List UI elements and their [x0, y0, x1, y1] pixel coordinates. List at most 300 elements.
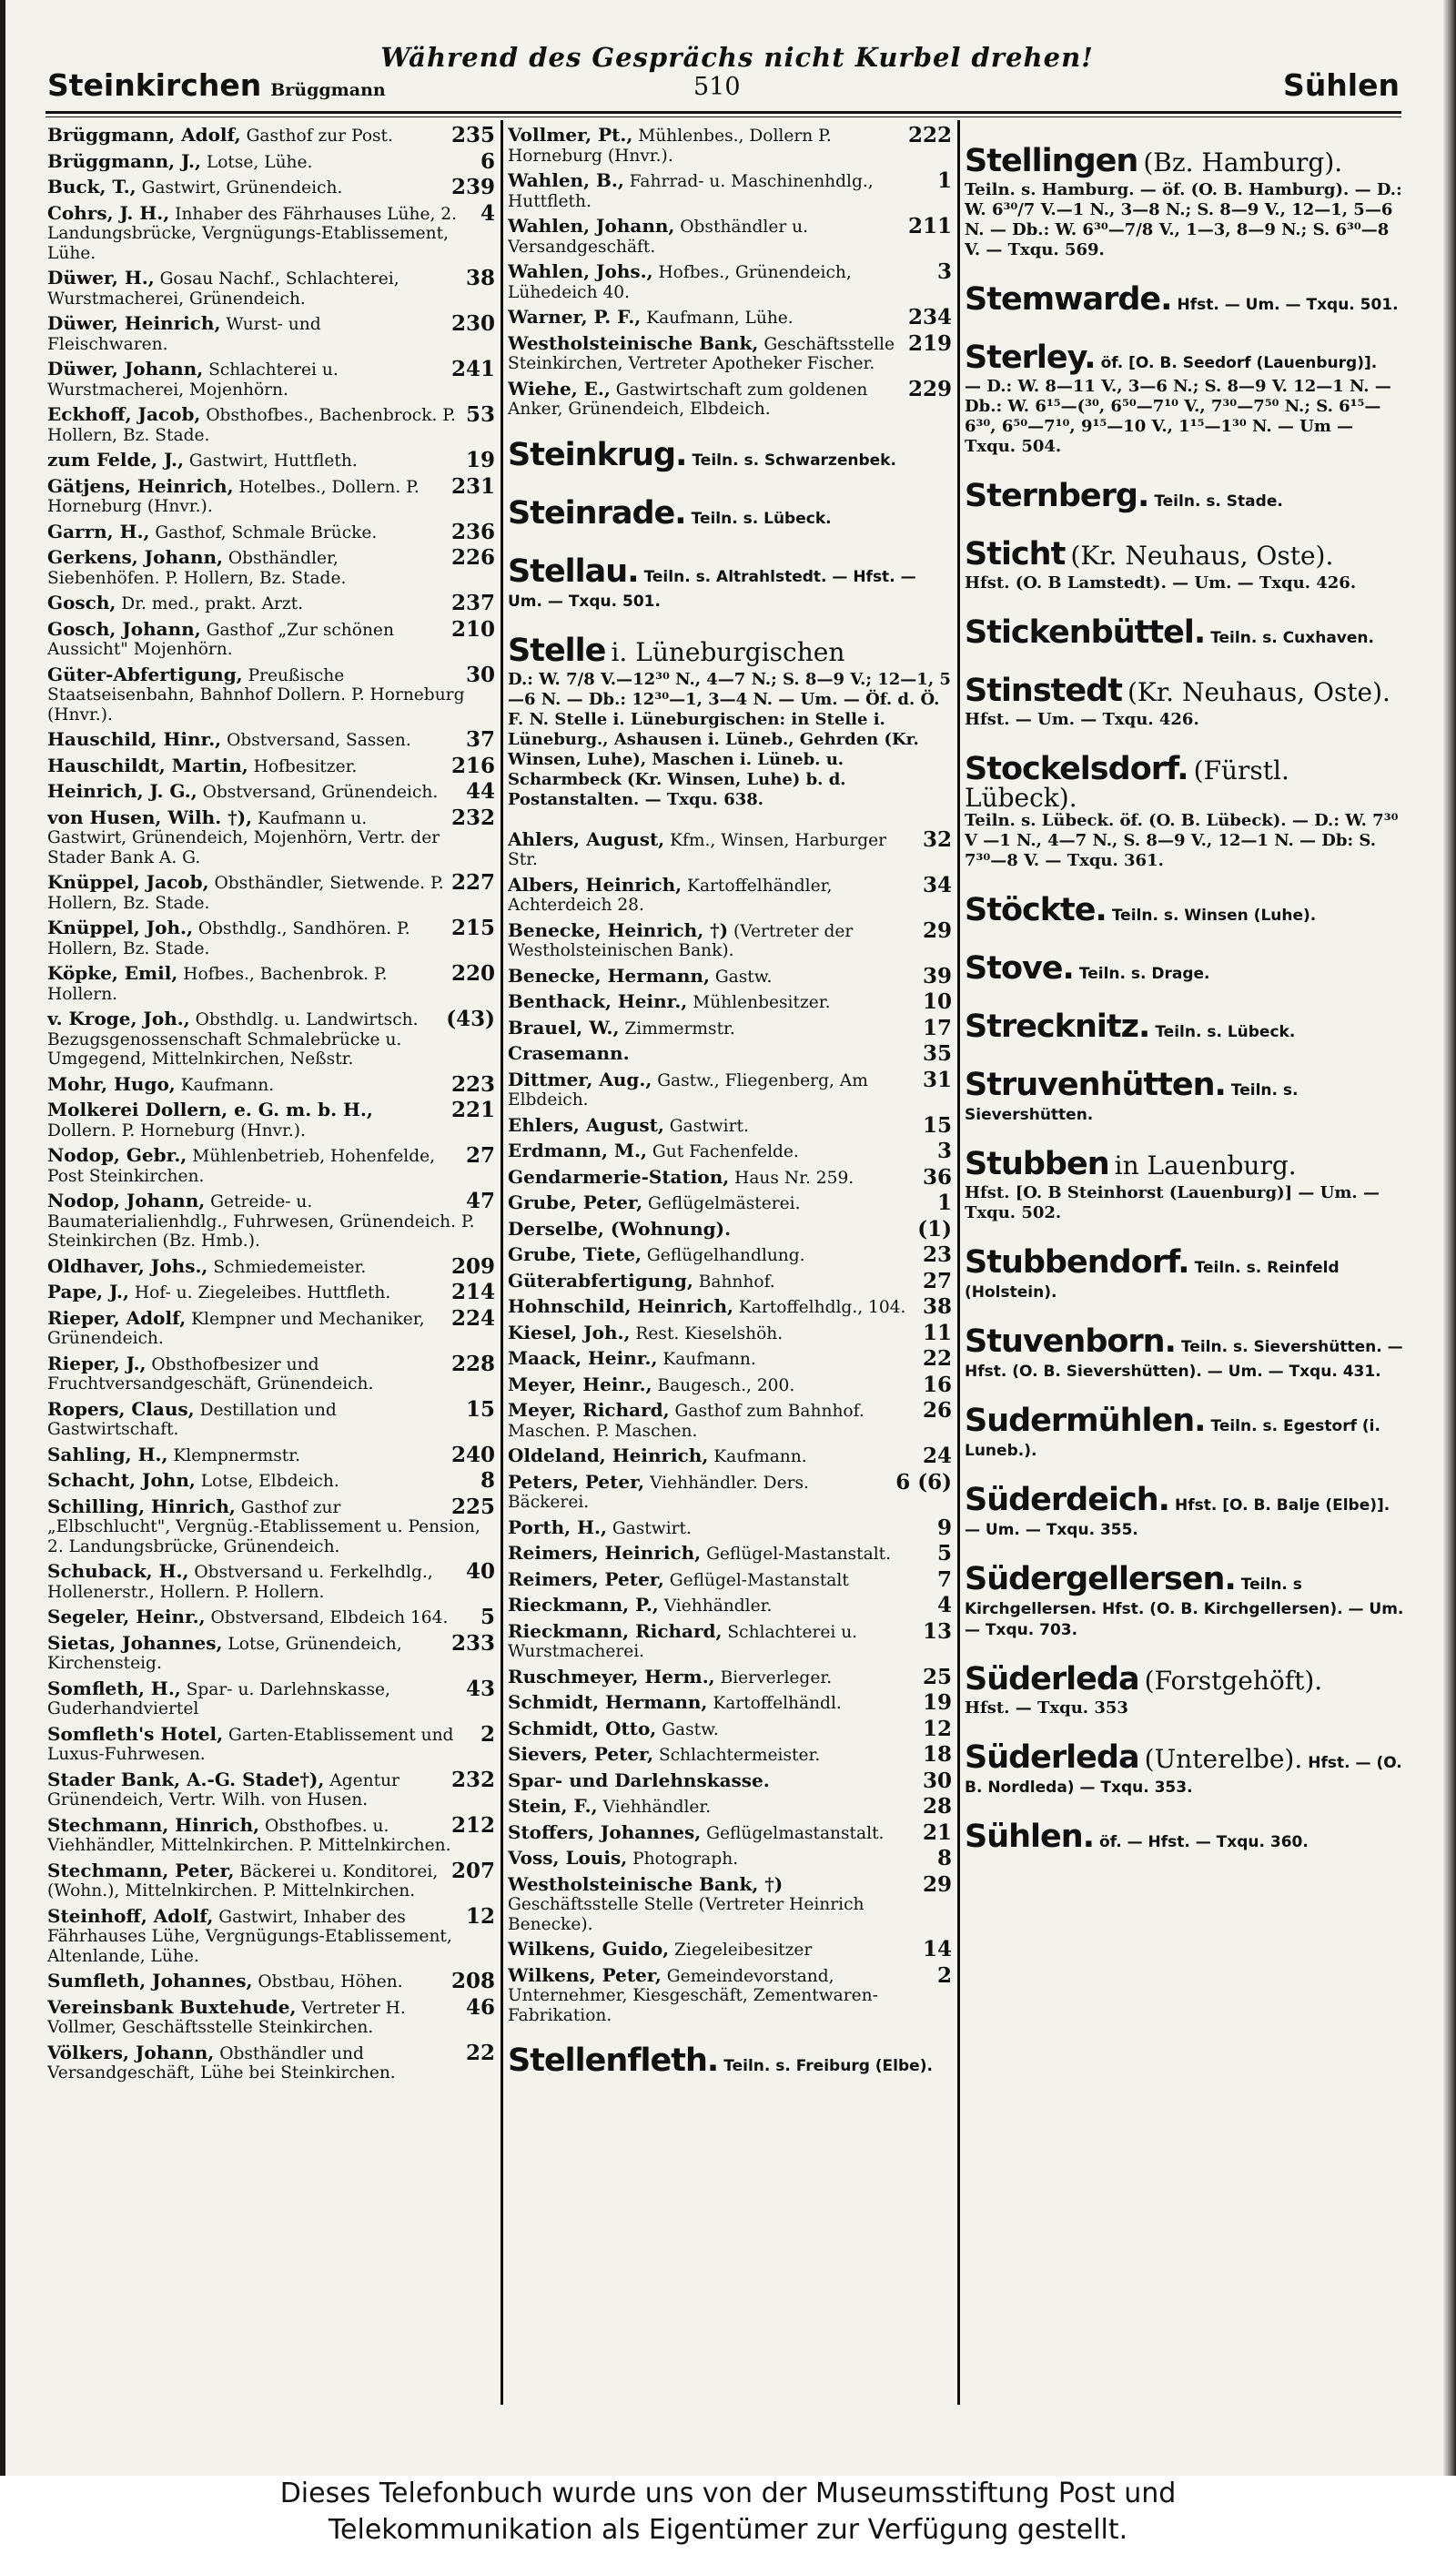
- listing-number: 210: [450, 619, 495, 642]
- page-header: [46, 33, 1401, 106]
- listing-entry: [47, 1146, 495, 1186]
- place-name: Strecknitz.: [965, 1008, 1150, 1045]
- listing-description: Obsthdlg., Sandhören. P. Hollern, Bz. Stade.: [47, 919, 410, 958]
- listing-number: 3: [936, 1141, 952, 1162]
- place-qualifier: in Lauenburg.: [1114, 1150, 1297, 1181]
- listing-description: Gastw.: [714, 967, 773, 987]
- listing-name: Vollmer, Pt.,: [508, 126, 633, 146]
- place-name: Stellingen: [965, 143, 1138, 179]
- listing-entry: [508, 1797, 952, 1818]
- listing-number: 10: [922, 992, 952, 1013]
- listing-entry: [47, 1634, 495, 1674]
- listing-description: Geflügelmästerei.: [647, 1194, 801, 1213]
- place-reference: öf. [O. B. Seedorf (Lauenburg)].: [1100, 354, 1378, 372]
- listing-number: 47: [465, 1191, 495, 1213]
- listing-entry: [508, 1771, 952, 1792]
- listing-entry: [508, 1323, 952, 1344]
- place-heading: [508, 436, 952, 474]
- listing-name: Düwer, Johann,: [47, 360, 204, 380]
- listing-description: Fahrrad- u. Maschinenhdlg., Huttfleth.: [508, 172, 874, 211]
- place-reference: Hfst. — Um. — Txqu. 501.: [1177, 296, 1399, 314]
- listing-number: 12: [922, 1718, 952, 1739]
- listing-number: 36: [922, 1167, 952, 1188]
- listing-description: Bäckerei u. Konditorei, (Wohn.), Mittelnkirchen. P. Mittelnkirchen.: [47, 1861, 439, 1900]
- listing-entry: [508, 1966, 952, 2026]
- listing-number: 240: [450, 1444, 495, 1465]
- listing-description: Geflügelmastanstalt.: [706, 1823, 885, 1843]
- place-name: Steinrade.: [508, 494, 686, 532]
- listing-description: Photograph.: [632, 1850, 739, 1869]
- listing-entry: [508, 217, 952, 257]
- listing-entry: [508, 1875, 952, 1935]
- listing-entry: [47, 1607, 495, 1628]
- listing-entry: [508, 1272, 952, 1292]
- listing-name: Schuback, H.,: [47, 1562, 189, 1582]
- listing-entry: [47, 1009, 495, 1069]
- listing-entry: [508, 1349, 952, 1370]
- listing-description: Gemeindevorstand, Unternehmer, Kiesgeschäft, Zementwaren-Fabrikation.: [508, 1966, 878, 2025]
- listing-description: Dollern. P. Horneburg (Hnvr.).: [47, 1120, 306, 1140]
- listing-entry: [47, 1100, 495, 1140]
- listing-number: 2: [480, 1724, 495, 1747]
- listing-name: Reimers, Peter,: [508, 1569, 664, 1590]
- listing-entry: [47, 1497, 495, 1557]
- listing-name: Schmidt, Hermann,: [508, 1693, 708, 1713]
- listing-number: 224: [450, 1308, 495, 1331]
- place-name: Stinstedt: [965, 673, 1122, 709]
- place-name: Sternberg.: [965, 478, 1149, 514]
- place-reference: Teiln. s. Lübeck.: [1155, 1023, 1296, 1041]
- place-name: Stickenbüttel.: [965, 614, 1206, 651]
- listing-description: Gastwirt.: [612, 1518, 692, 1538]
- place-details: D.: W. 7/8 V.—12³⁰ N., 4—7 N.; S. 8—9 V.; 12—1, 5—6 N. — Db.: 12³⁰—1, 3—4 N. — Um. — Öf. d. Ö. F. N. Stelle i. Lüneburgischen: in Stelle i. Lüneburg., Ashausen i. Lüneb., Gehrden (Kr. Winsen, Luhe), Maschen i. Lüneb. u. Scharmbeck (Kr. Winsen, Luhe) b. d. Postanstalten. — Txqu. 638.: [508, 669, 951, 809]
- listing-name: Stader Bank, A.-G. Stade†),: [47, 1769, 325, 1790]
- place-reference: Teiln. s. Egestorf (i. Luneb.).: [965, 1417, 1380, 1460]
- place-name: Sticht: [965, 536, 1066, 573]
- listing-entry: [508, 1745, 952, 1766]
- listing-name: v. Kroge, Joh.,: [47, 1009, 190, 1029]
- listing-name: Wahlen, B.,: [508, 171, 624, 191]
- listing-number: 8: [936, 1849, 952, 1870]
- listing-name: Meyer, Richard,: [508, 1401, 670, 1421]
- listing-description: Obsthändler u. Versandgeschäft.: [508, 218, 809, 257]
- listing-name: Molkerei Dollern, e. G. m. b. H.,: [47, 1100, 373, 1120]
- place-heading: [965, 1660, 1405, 1718]
- listing-entry: [47, 177, 495, 198]
- listing-entry: [47, 730, 495, 751]
- listing-entry: [508, 1518, 952, 1539]
- place-reference: Teiln. s. Sievershütten.: [965, 1081, 1299, 1124]
- listing-entry: [508, 1849, 952, 1870]
- listing-entry: [508, 1823, 952, 1844]
- listing-entry: [47, 1282, 495, 1303]
- listing-number: 208: [450, 1971, 495, 1992]
- listing-name: Kiesel, Joh.,: [508, 1323, 631, 1343]
- place-qualifier: (Forstgehöft).: [1144, 1666, 1323, 1696]
- place-heading: [965, 1066, 1405, 1125]
- listing-name: Voss, Louis,: [508, 1849, 628, 1869]
- listing-number: 241: [450, 360, 495, 381]
- listing-description: Gastw., Fliegenberg, Am Elbdeich.: [508, 1070, 868, 1110]
- listing-name: Peters, Peter,: [508, 1472, 645, 1493]
- listing-name: Sietas, Johannes,: [47, 1633, 223, 1654]
- place-reference: Teiln. s. Stade.: [1154, 492, 1283, 511]
- listing-number: 43: [465, 1678, 495, 1701]
- listing-entry: [47, 477, 495, 517]
- place-reference: Teiln. s. Freiburg (Elbe).: [723, 2057, 933, 2075]
- listing-name: von Husen, Wilh. †),: [47, 807, 253, 828]
- listing-number: 31: [922, 1069, 952, 1092]
- listing-description: Spar- u. Darlehnskasse, Guderhandviertel: [47, 1679, 390, 1718]
- listing-number: 235: [450, 126, 495, 147]
- place-heading: [965, 339, 1405, 457]
- listing-name: Stechmann, Hinrich,: [47, 1815, 260, 1836]
- listing-name: Stoffers, Johannes,: [508, 1822, 702, 1843]
- listing-entry: [47, 1075, 495, 1096]
- listing-number: 27: [922, 1271, 952, 1292]
- listing-name: Rieckmann, Richard,: [508, 1621, 723, 1642]
- listing-entry: [508, 1719, 952, 1740]
- listing-description: Agentur Grünendeich, Vertr. Wilh. von Husen.: [47, 1770, 399, 1809]
- listing-entry: [47, 2043, 495, 2083]
- place-heading: [965, 1818, 1405, 1856]
- listing-entry: [508, 1220, 952, 1241]
- header-left-place: [47, 67, 386, 103]
- listing-number: 15: [465, 1399, 495, 1422]
- listing-description: Ziegeleibesitzer: [674, 1941, 813, 1960]
- listing-description: Kfm., Winsen, Harburger Str.: [508, 830, 887, 869]
- listing-name: Köpke, Emil,: [47, 964, 178, 984]
- listing-entry: [47, 522, 495, 543]
- place-reference: Teiln. s. Schwarzenbek.: [692, 451, 896, 470]
- place-qualifier: (Bz. Hamburg).: [1143, 147, 1343, 177]
- place-heading: [965, 949, 1405, 988]
- listing-name: Gerkens, Johann,: [47, 548, 223, 568]
- listing-entry: [508, 967, 952, 988]
- place-details: Hfst. (O. B Lamstedt). — Um. — Txqu. 426.: [965, 573, 1357, 593]
- listing-name: Segeler, Heinr.,: [47, 1607, 206, 1627]
- listing-number: 34: [922, 875, 952, 897]
- listing-name: Düwer, Heinrich,: [47, 314, 221, 334]
- place-reference: öf. — Hfst. — Txqu. 360.: [1099, 1833, 1309, 1851]
- listing-description: Vertreter H. Vollmer, Geschäftsstelle Steinkirchen.: [47, 1998, 406, 2037]
- listing-number: 207: [450, 1860, 495, 1883]
- listing-description: Geflügel-Mastanstalt.: [706, 1545, 892, 1564]
- listing-number: 221: [450, 1100, 495, 1122]
- listing-name: Nodop, Johann,: [47, 1191, 206, 1211]
- listing-description: Obstversand u. Ferkelhdlg., Hollenerstr., Hollern. P. Hollern.: [47, 1563, 433, 1602]
- listing-number: 39: [922, 966, 952, 987]
- listing-entry: [508, 1019, 952, 1039]
- place-heading: [508, 494, 952, 532]
- listing-number: (1): [917, 1219, 952, 1240]
- listing-description: Gastwirt, Huttfleth.: [188, 451, 358, 471]
- listing-entry: [508, 992, 952, 1013]
- listing-description: Schlachtermeister.: [659, 1746, 821, 1765]
- listing-entry: [47, 1725, 495, 1765]
- place-name: Sudermühlen.: [965, 1403, 1206, 1439]
- listing-number: (43): [446, 1009, 495, 1031]
- listing-description: Klempner und Mechaniker, Grünendeich.: [47, 1309, 425, 1348]
- column-1: [47, 126, 495, 2089]
- listing-description: Kaufmann u. Gastwirt, Grünendeich, Mojenhörn, Vertr. der Stader Bank A. G.: [47, 808, 440, 867]
- listing-entry: [508, 1446, 952, 1467]
- place-name: Sterley.: [965, 340, 1096, 376]
- listing-number: 11: [922, 1323, 952, 1343]
- listing-entry: [47, 405, 495, 445]
- listing-name: Hauschild, Hinr.,: [47, 730, 222, 750]
- listing-description: Bahnhof.: [698, 1272, 775, 1292]
- listing-entry: [47, 1191, 495, 1252]
- listing-entry: [508, 1168, 952, 1189]
- listing-name: Wilkens, Guido,: [508, 1940, 670, 1960]
- listing-number: 24: [922, 1446, 952, 1467]
- listing-description: Gut Fachenfelde.: [652, 1142, 799, 1161]
- listing-name: Rieckmann, P.,: [508, 1596, 659, 1616]
- listing-number: 5: [936, 1544, 952, 1565]
- listing-name: Ruschmeyer, Herm.,: [508, 1667, 715, 1687]
- listing-description: Gasthof zur „Elbschlucht", Vergnüg.-Etablissement u. Pension, 2. Landungsbrücke, Grünendeich.: [47, 1497, 480, 1556]
- listing-number: 28: [922, 1797, 952, 1818]
- listing-number: 223: [450, 1074, 495, 1095]
- listing-name: Warner, P. F.,: [508, 308, 642, 328]
- listing-number: 14: [922, 1940, 952, 1961]
- place-heading: [508, 2042, 952, 2080]
- place-reference: Teiln. s. Cuxhaven.: [1210, 629, 1374, 647]
- listing-entry: [508, 171, 952, 211]
- listing-number: 40: [465, 1562, 495, 1584]
- listing-entry: [47, 1816, 495, 1856]
- listing-description: Geflügel-Mastanstalt: [669, 1570, 849, 1590]
- place-reference: Teiln. s. Drage.: [1078, 965, 1210, 983]
- place-details: Hfst. — Txqu. 353: [965, 1698, 1128, 1718]
- listing-number: 27: [465, 1146, 495, 1168]
- listing-description: Obsthofbesizer und Fruchtversandgeschäft, Grünendeich.: [47, 1354, 374, 1394]
- listing-description: Mühlenbetrieb, Hohenfelde, Post Steinkirchen.: [47, 1147, 436, 1186]
- listing-name: Sumfleth, Johannes,: [47, 1971, 253, 1992]
- listing-description: Gasthof, Schmale Brücke.: [155, 522, 378, 542]
- listing-number: 219: [907, 333, 952, 356]
- listing-name: Gendarmerie-Station,: [508, 1167, 730, 1188]
- listing-entry: [508, 1693, 952, 1714]
- listing-number: 5: [480, 1607, 495, 1628]
- listing-name: Brüggmann, Adolf,: [47, 126, 241, 146]
- listing-description: Hotelbes., Dollern. P. Horneburg (Hnvr.).: [47, 477, 420, 516]
- listing-name: Derselbe, (Wohnung).: [508, 1219, 732, 1240]
- listing-description: Obstversand, Sassen.: [227, 731, 411, 750]
- listing-name: Somfleth's Hotel,: [47, 1724, 224, 1745]
- listing-number: 1: [936, 1193, 952, 1214]
- listing-name: Gosch,: [47, 593, 116, 613]
- listing-description: Gasthof zur Post.: [246, 127, 393, 146]
- place-name: Stubben: [965, 1146, 1109, 1182]
- listing-name: Güterabfertigung,: [508, 1271, 693, 1292]
- listing-number: 232: [450, 807, 495, 830]
- place-name: Stemwarde.: [965, 281, 1172, 318]
- listing-entry: [47, 269, 495, 309]
- listing-name: Meyer, Heinr.,: [508, 1374, 652, 1395]
- place-details: Hfst. [O. B Steinhorst (Lauenburg)] — Um. — Txqu. 502.: [965, 1183, 1380, 1222]
- listing-number: 23: [922, 1245, 952, 1266]
- listing-number: 22: [922, 1349, 952, 1370]
- listing-entry: [47, 1354, 495, 1394]
- listing-number: 25: [922, 1667, 952, 1687]
- listing-description: Inhaber des Fährhauses Lühe, 2. Landungsbrücke, Vergnügungs-Etablissement, Lühe.: [47, 204, 458, 263]
- listing-number: 30: [465, 664, 495, 687]
- place-qualifier: (Kr. Neuhaus, Oste).: [1070, 541, 1334, 571]
- listing-name: Hohnschild, Heinrich,: [508, 1297, 733, 1317]
- listing-number: 225: [450, 1496, 495, 1519]
- place-heading: [965, 1243, 1405, 1302]
- listing-name: Grube, Peter,: [508, 1193, 643, 1213]
- listing-entry: [47, 1770, 495, 1810]
- listing-entry: [47, 782, 495, 803]
- header-notice: Während des Gesprächs nicht Kurbel drehen!: [380, 42, 1094, 73]
- place-heading: [965, 613, 1405, 652]
- listing-number: 7: [936, 1569, 952, 1590]
- listing-entry: [47, 1309, 495, 1349]
- place-heading: [965, 891, 1405, 929]
- place-reference: Teiln. s. Lübeck.: [691, 509, 832, 528]
- listing-description: Gastwirt, Grünendeich.: [141, 178, 343, 198]
- listing-name: Somfleth, H.,: [47, 1678, 181, 1699]
- listing-entry: [47, 1861, 495, 1901]
- listing-description: Geschäftsstelle Stelle (Vertreter Heinrich Benecke).: [508, 1895, 864, 1934]
- listing-name: Wahlen, Johann,: [508, 217, 675, 237]
- listing-entry: [47, 808, 495, 868]
- listing-number: 16: [922, 1374, 952, 1395]
- listing-entry: [47, 1257, 495, 1278]
- place-name: Süderdeich.: [965, 1482, 1169, 1518]
- listing-description: Gasthof „Zur schönen Aussicht" Mojenhörn.: [47, 620, 394, 659]
- listing-entry: [47, 152, 495, 173]
- place-name: Stubbendorf.: [965, 1244, 1189, 1281]
- listing-name: Schacht, John,: [47, 1471, 196, 1491]
- listing-description: (Vertreter der Westholsteinischen Bank).: [508, 921, 854, 960]
- listing-name: Hauschildt, Martin,: [47, 755, 248, 776]
- listing-name: Schmidt, Otto,: [508, 1718, 657, 1739]
- place-qualifier: i. Lüneburgischen: [611, 636, 845, 667]
- listing-entry: [47, 1471, 495, 1492]
- listing-description: Obstversand, Elbdeich 164.: [210, 1608, 449, 1627]
- listing-name: Benthack, Heinr.,: [508, 992, 688, 1012]
- listing-description: Klempnermstr.: [173, 1445, 300, 1465]
- listing-description: Hof- u. Ziegeleibes. Huttfleth.: [134, 1283, 391, 1302]
- place-details: — D.: W. 8—11 V., 3—6 N.; S. 8—9 V. 12—1 N. — Db.: W. 6¹⁵—(³⁰, 6⁵⁰—7¹⁰ V., 7³⁰—7⁵⁰ N.; S. 6¹⁵—6³⁰, 6⁵⁰—7¹⁰, 9¹⁵—10 V., 1¹⁵—1³⁰ N. — Um — Txqu. 504.: [965, 377, 1391, 456]
- place-reference: Teiln. s. Reinfeld (Holstein).: [965, 1259, 1340, 1302]
- listing-number: 4: [936, 1596, 952, 1617]
- listing-description: Destillation und Gastwirtschaft.: [47, 1400, 337, 1439]
- listing-entry: [508, 308, 952, 329]
- listing-name: Westholsteinische Bank,: [508, 333, 759, 354]
- listing-name: Albers, Heinrich,: [508, 875, 682, 896]
- listing-name: Brüggmann, J.,: [47, 151, 201, 172]
- listing-description: Gastwirt, Inhaber des Fährhauses Lühe, Vergnügungs-Etablissement, Altenlande, Lühe.: [47, 1907, 452, 1966]
- listing-description: Wurst- und Fleischwaren.: [47, 315, 321, 354]
- listing-entry: [47, 593, 495, 614]
- place-heading: [965, 1402, 1405, 1461]
- listing-description: Hofbes., Bachenbrok. P. Hollern.: [47, 965, 388, 1004]
- listing-description: Rest. Kieselshöh.: [635, 1323, 784, 1343]
- listing-entry: [508, 1570, 952, 1591]
- listing-name: Düwer, H.,: [47, 269, 155, 289]
- listing-name: Steinhoff, Adolf,: [47, 1906, 214, 1927]
- listing-description: Kartoffelhändler, Achterdeich 28.: [508, 876, 833, 915]
- footer-line-2: Telekommunikation als Eigentümer zur Verfügung gestellt.: [328, 2514, 1128, 2546]
- place-name: Struvenhütten.: [965, 1067, 1226, 1103]
- listing-name: Ropers, Claus,: [47, 1399, 195, 1420]
- place-heading: [965, 142, 1405, 260]
- listing-number: 30: [922, 1770, 952, 1791]
- listing-description: Mühlenbes., Dollern P. Horneburg (Hnvr.).: [508, 127, 832, 166]
- listing-description: Lotse, Grünendeich, Kirchensteig.: [47, 1634, 402, 1673]
- listing-entry: [508, 334, 952, 374]
- listing-name: Garrn, H.,: [47, 522, 150, 542]
- listing-name: Benecke, Heinrich, †): [508, 920, 729, 941]
- listing-name: Reimers, Heinrich,: [508, 1544, 702, 1564]
- place-heading: [965, 1323, 1405, 1382]
- listing-number: 18: [922, 1745, 952, 1766]
- listing-description: Viehhändler. Ders. Bäckerei.: [508, 1473, 809, 1512]
- place-details: Hfst. — Um. — Txqu. 426.: [965, 710, 1199, 729]
- listing-number: 46: [465, 1997, 495, 2020]
- listing-number: 239: [450, 177, 495, 198]
- listing-entry: [47, 1907, 495, 1967]
- listing-description: Baugesch., 200.: [657, 1375, 795, 1395]
- listing-number: 232: [450, 1769, 495, 1792]
- listing-description: Kaufmann.: [180, 1075, 275, 1095]
- listing-number: 26: [922, 1401, 952, 1423]
- place-name: Süderleda: [965, 1739, 1139, 1776]
- place-heading: [965, 1560, 1405, 1640]
- listing-number: 6 (6): [895, 1472, 952, 1495]
- listing-entry: [47, 548, 495, 588]
- header-right-place: Sühlen: [1283, 67, 1400, 103]
- place-heading: [965, 1481, 1405, 1540]
- listing-name: Dittmer, Aug.,: [508, 1069, 652, 1090]
- place-heading: [965, 1008, 1405, 1046]
- listing-name: Ahlers, August,: [508, 829, 665, 850]
- listing-entry: [508, 1667, 952, 1688]
- listing-description: Gasthof zum Bahnhof. Maschen. P. Maschen.: [508, 1402, 864, 1441]
- listing-name: Knüppel, Jacob,: [47, 873, 209, 893]
- listing-description: Gastw.: [662, 1719, 719, 1739]
- listing-entry: [508, 1193, 952, 1214]
- listing-name: Spar- und Darlehnskasse.: [508, 1770, 770, 1791]
- column-3: [965, 126, 1405, 1876]
- place-reference: Teiln. s. Sievershütten. — Hfst. (O. B. Sievershütten). — Um. — Txqu. 431.: [965, 1338, 1403, 1381]
- listing-description: Viehhändler.: [663, 1596, 773, 1616]
- listing-name: Oldhaver, Johs.,: [47, 1256, 208, 1277]
- listing-number: 29: [922, 920, 952, 943]
- column-divider-1: [500, 120, 503, 2405]
- place-name: Stelle: [508, 632, 606, 669]
- listing-number: 38: [922, 1297, 952, 1318]
- listing-entry: [47, 1971, 495, 1992]
- listing-name: Rieper, J.,: [47, 1353, 147, 1374]
- place-heading: [965, 477, 1405, 515]
- listing-entry: [47, 314, 495, 354]
- listing-description: Kartoffelhdlg., 104.: [738, 1298, 906, 1317]
- listing-name: Brauel, W.,: [508, 1018, 620, 1039]
- listing-number: 234: [907, 308, 952, 329]
- listing-number: 6: [480, 151, 495, 172]
- listing-description: Viehhändler.: [602, 1798, 712, 1817]
- listing-number: 19: [465, 451, 495, 471]
- place-heading: [508, 632, 952, 810]
- header-left-place-name: Steinkirchen: [47, 67, 262, 103]
- listing-description: Geschäftsstelle Steinkirchen, Vertreter Apotheker Fischer.: [508, 334, 895, 373]
